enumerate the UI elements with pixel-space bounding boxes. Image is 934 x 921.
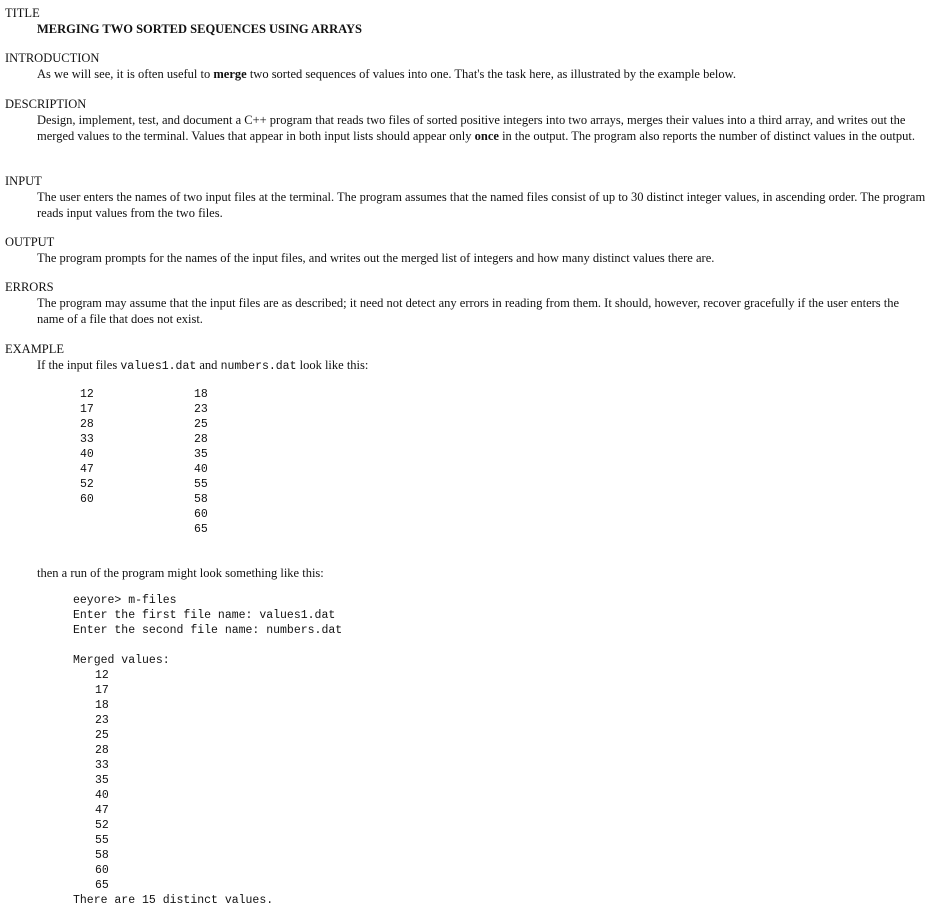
numbers-item: 40	[194, 463, 208, 476]
example-heading: EXAMPLE	[5, 342, 65, 356]
numbers-item: 18	[194, 388, 208, 401]
values1-item: 40	[80, 448, 94, 461]
terminal-line: Enter the first file name: values1.dat	[73, 609, 336, 622]
merged-item: 28	[95, 744, 109, 757]
merged-item: 52	[95, 819, 109, 832]
once-emphasis: once	[474, 129, 499, 143]
values1-item: 47	[80, 463, 94, 476]
merged-item: 17	[95, 684, 109, 697]
terminal-line: Enter the second file name: numbers.dat	[73, 624, 343, 637]
merged-item: 40	[95, 789, 109, 802]
distinct-summary: There are 15 distinct values.	[73, 894, 274, 907]
merged-item: 47	[95, 804, 109, 817]
introduction-heading: INTRODUCTION	[5, 51, 100, 65]
merged-item: 25	[95, 729, 109, 742]
merged-list	[95, 668, 109, 893]
merged-item: 18	[95, 699, 109, 712]
output-heading: OUTPUT	[5, 235, 55, 249]
terminal-line: eeyore> m-files	[73, 594, 177, 607]
merged-label: Merged values:	[73, 654, 170, 667]
merged-item: 23	[95, 714, 109, 727]
numbers-item: 65	[194, 523, 208, 536]
example-intro: If the input files values1.dat and numbers.dat look like this:	[37, 358, 369, 373]
values1-item: 33	[80, 433, 94, 446]
values1-list	[80, 387, 94, 507]
introduction-text: As we will see, it is often useful to merge two sorted sequences of values into one. That's the task here, as illustrated by the example below.	[37, 67, 736, 81]
merged-item: 33	[95, 759, 109, 772]
numbers-item: 25	[194, 418, 208, 431]
numbers-item: 23	[194, 403, 208, 416]
values1-item: 17	[80, 403, 94, 416]
numbers-item: 58	[194, 493, 208, 506]
numbers-item: 55	[194, 478, 208, 491]
output-text: The program prompts for the names of the input files, and writes out the merged list of integers and how many distinct values there are.	[37, 251, 715, 265]
errors-text: The program may assume that the input files are as described; it need not detect any errors in reading from them. It should, however, recover gracefully if the user enters the name of a file that does not exist.	[37, 296, 900, 326]
merged-item: 58	[95, 849, 109, 862]
title-heading: TITLE	[5, 6, 40, 20]
description-heading: DESCRIPTION	[5, 97, 87, 111]
page-title: MERGING TWO SORTED SEQUENCES USING ARRAYS	[37, 22, 362, 36]
terminal-session	[73, 593, 342, 638]
description-text: Design, implement, test, and document a C++ program that reads two files of sorted positive integers into two arrays, merges their values into a third array, and writes out the merged values to the terminal. Values that appear in both input lists should appear only once in the output. The program also reports the number of distinct values in the output.	[37, 113, 915, 143]
numbers-list	[194, 387, 208, 537]
merged-item: 12	[95, 669, 109, 682]
values1-item: 52	[80, 478, 94, 491]
numbers-item: 60	[194, 508, 208, 521]
input-heading: INPUT	[5, 174, 42, 188]
merged-item: 65	[95, 879, 109, 892]
merged-item: 60	[95, 864, 109, 877]
run-intro: then a run of the program might look something like this:	[37, 566, 324, 580]
input-text: The user enters the names of two input files at the terminal. The program assumes that the named files consist of up to 30 distinct integer values, in ascending order. The program reads input values from the two files.	[37, 190, 926, 220]
values1-item: 60	[80, 493, 94, 506]
numbers-item: 35	[194, 448, 208, 461]
errors-heading: ERRORS	[5, 280, 54, 294]
file2-name: numbers.dat	[220, 360, 297, 373]
merged-item: 55	[95, 834, 109, 847]
file1-name: values1.dat	[120, 360, 197, 373]
merge-emphasis: merge	[213, 67, 247, 81]
values1-item: 12	[80, 388, 94, 401]
merged-item: 35	[95, 774, 109, 787]
values1-item: 28	[80, 418, 94, 431]
numbers-item: 28	[194, 433, 208, 446]
